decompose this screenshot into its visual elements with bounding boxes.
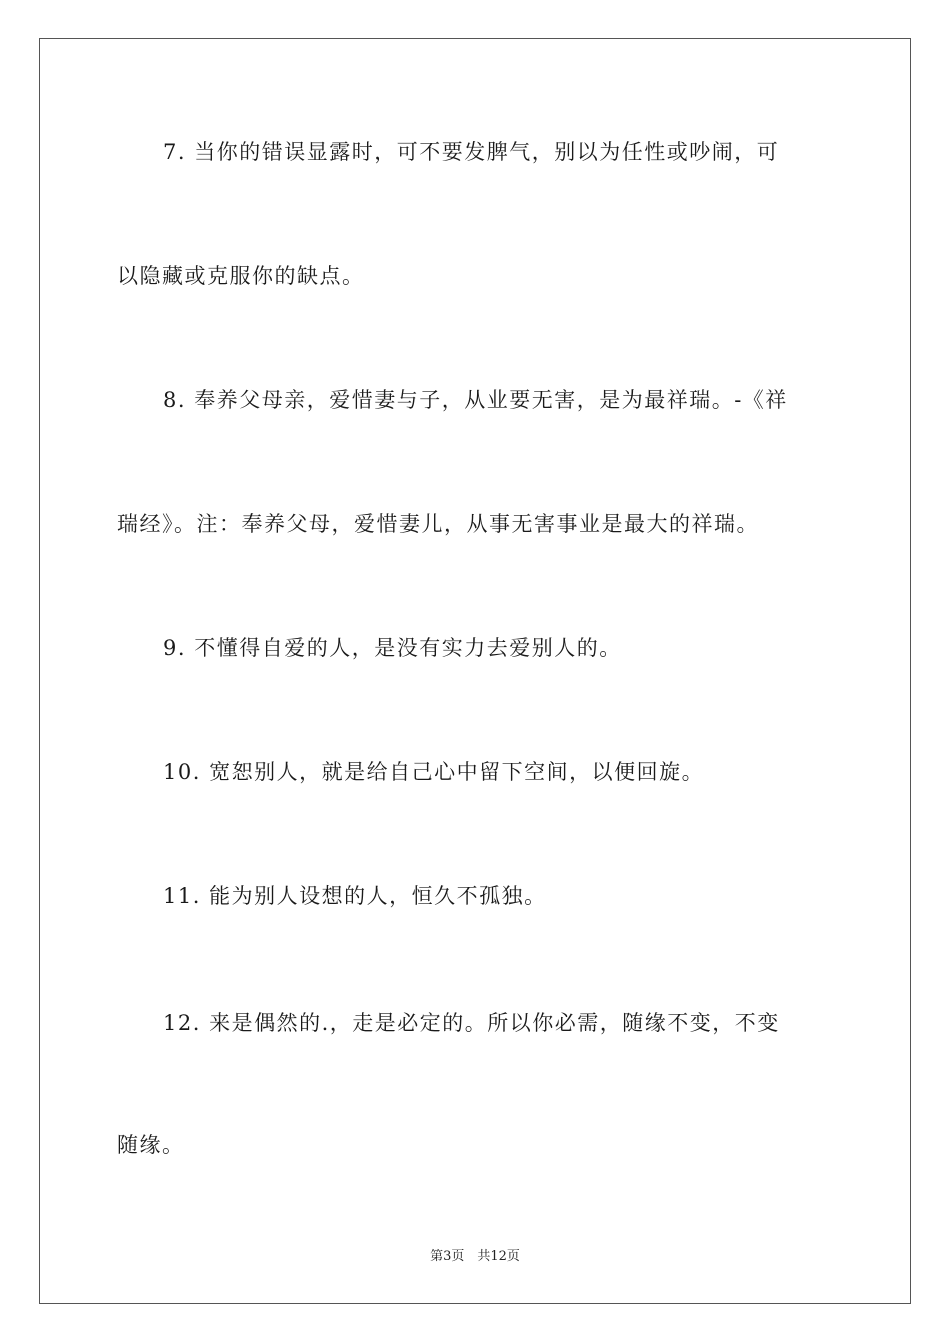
text-line-7a: 7. 当你的错误显露时，可不要发脾气，别以为任性或吵闹，可 bbox=[163, 140, 780, 164]
text-line-8b: 瑞经》。注：奉养父母，爱惜妻儿，从事无害事业是最大的祥瑞。 bbox=[117, 512, 759, 536]
text-line-7b: 以隐藏或克服你的缺点。 bbox=[117, 264, 365, 288]
page-frame bbox=[39, 38, 911, 1304]
page-footer: 第3页 共12页 bbox=[430, 1249, 520, 1264]
text-line-8a: 8. 奉养父母亲，爱惜妻与子，从业要无害，是为最祥瑞。-《祥 bbox=[163, 388, 788, 412]
text-line-12a: 12. 来是偶然的.，走是必定的。所以你必需，随缘不变，不变 bbox=[163, 1011, 780, 1035]
text-line-9: 9. 不懂得自爱的人，是没有实力去爱别人的。 bbox=[163, 636, 622, 660]
text-line-10: 10. 宽恕别人，就是给自己心中留下空间，以便回旋。 bbox=[163, 760, 705, 784]
text-line-11: 11. 能为别人设想的人，恒久不孤独。 bbox=[163, 884, 547, 908]
text-line-12b: 随缘。 bbox=[117, 1133, 185, 1157]
